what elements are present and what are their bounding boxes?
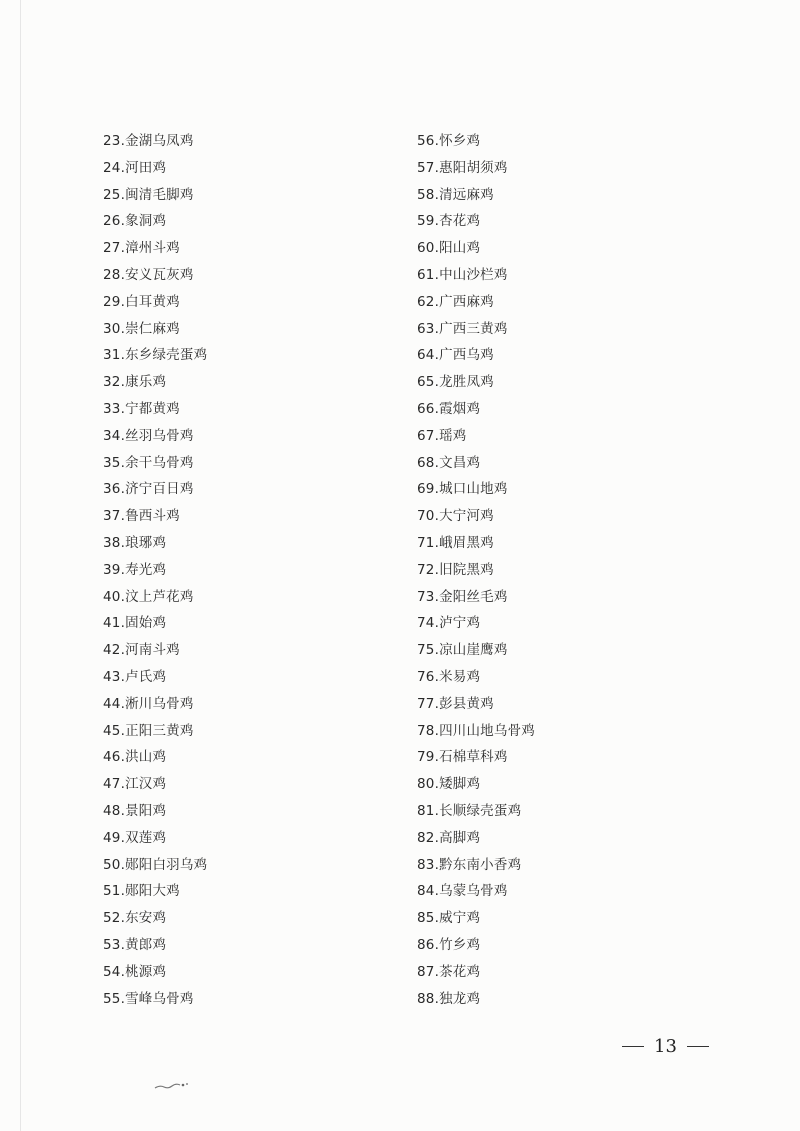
list-item: 52.东安鸡 bbox=[103, 910, 167, 927]
list-item: 25.闽清毛脚鸡 bbox=[103, 186, 194, 203]
list-item: 51.郧阳大鸡 bbox=[103, 883, 180, 900]
list-item: 46.洪山鸡 bbox=[103, 749, 167, 766]
list-item: 44.淅川乌骨鸡 bbox=[103, 695, 194, 712]
list-item: 86.竹乡鸡 bbox=[417, 936, 481, 953]
list-item: 87.茶花鸡 bbox=[417, 963, 481, 980]
list-item: 35.余干乌骨鸡 bbox=[103, 454, 194, 471]
list-item: 31.东乡绿壳蛋鸡 bbox=[103, 347, 208, 364]
list-item: 82.高脚鸡 bbox=[417, 829, 481, 846]
list-item: 85.威宁鸡 bbox=[417, 910, 481, 927]
list-item: 42.河南斗鸡 bbox=[103, 642, 180, 659]
list-item: 59.杏花鸡 bbox=[417, 213, 481, 230]
list-item: 40.汶上芦花鸡 bbox=[103, 588, 194, 605]
breed-list-left bbox=[103, 128, 207, 1012]
list-item: 32.康乐鸡 bbox=[103, 374, 167, 391]
list-item: 36.济宁百日鸡 bbox=[103, 481, 194, 498]
list-item: 30.崇仁麻鸡 bbox=[103, 320, 180, 337]
list-item: 64.广西乌鸡 bbox=[417, 347, 494, 364]
list-item: 70.大宁河鸡 bbox=[417, 508, 494, 525]
list-item: 77.彭县黄鸡 bbox=[417, 695, 494, 712]
list-item: 43.卢氏鸡 bbox=[103, 668, 167, 685]
page-number bbox=[622, 1036, 709, 1057]
list-item: 75.凉山崖鹰鸡 bbox=[417, 642, 508, 659]
list-item: 53.黄郎鸡 bbox=[103, 936, 167, 953]
list-item: 79.石棉草科鸡 bbox=[417, 749, 508, 766]
list-item: 78.四川山地乌骨鸡 bbox=[417, 722, 535, 739]
dash-right bbox=[687, 1046, 709, 1048]
list-item: 50.郧阳白羽乌鸡 bbox=[103, 856, 208, 873]
page-edge-line bbox=[20, 0, 21, 1131]
list-item: 81.长顺绿壳蛋鸡 bbox=[417, 802, 522, 819]
list-item: 66.霞烟鸡 bbox=[417, 400, 481, 417]
list-item: 80.矮脚鸡 bbox=[417, 776, 481, 793]
list-item: 88.独龙鸡 bbox=[417, 990, 481, 1007]
list-item: 55.雪峰乌骨鸡 bbox=[103, 990, 194, 1007]
list-item: 73.金阳丝毛鸡 bbox=[417, 588, 508, 605]
list-item: 39.寿光鸡 bbox=[103, 561, 167, 578]
list-item: 27.漳州斗鸡 bbox=[103, 240, 180, 257]
list-item: 65.龙胜凤鸡 bbox=[417, 374, 494, 391]
list-item: 76.米易鸡 bbox=[417, 668, 481, 685]
list-item: 56.怀乡鸡 bbox=[417, 133, 481, 149]
list-item: 63.广西三黄鸡 bbox=[417, 320, 508, 337]
list-item: 29.白耳黄鸡 bbox=[103, 293, 180, 310]
list-item: 84.乌蒙乌骨鸡 bbox=[417, 883, 508, 900]
list-item: 41.固始鸡 bbox=[103, 615, 167, 632]
list-item: 69.城口山地鸡 bbox=[417, 481, 508, 498]
list-item: 71.峨眉黑鸡 bbox=[417, 534, 494, 551]
breed-list-right bbox=[417, 128, 535, 1012]
list-item: 24.河田鸡 bbox=[103, 159, 167, 176]
list-item: 26.象洞鸡 bbox=[103, 213, 167, 230]
list-item: 34.丝羽乌骨鸡 bbox=[103, 427, 194, 444]
list-item: 54.桃源鸡 bbox=[103, 963, 167, 980]
dash-left bbox=[622, 1046, 644, 1048]
list-item: 38.琅琊鸡 bbox=[103, 534, 167, 551]
list-item: 33.宁都黄鸡 bbox=[103, 400, 180, 417]
list-item: 61.中山沙栏鸡 bbox=[417, 266, 508, 283]
scan-smudge bbox=[154, 1081, 190, 1091]
list-item: 62.广西麻鸡 bbox=[417, 293, 494, 310]
list-item: 28.安义瓦灰鸡 bbox=[103, 266, 194, 283]
list-item: 67.瑶鸡 bbox=[417, 427, 467, 444]
list-item: 58.清远麻鸡 bbox=[417, 186, 494, 203]
page-number-text: 13 bbox=[654, 1036, 677, 1057]
list-item: 45.正阳三黄鸡 bbox=[103, 722, 194, 739]
list-item: 23.金湖乌凤鸡 bbox=[103, 133, 194, 149]
list-item: 57.惠阳胡须鸡 bbox=[417, 159, 508, 176]
list-item: 60.阳山鸡 bbox=[417, 240, 481, 257]
list-item: 49.双莲鸡 bbox=[103, 829, 167, 846]
list-item: 83.黔东南小香鸡 bbox=[417, 856, 522, 873]
list-item: 37.鲁西斗鸡 bbox=[103, 508, 180, 525]
list-item: 47.江汉鸡 bbox=[103, 776, 167, 793]
list-item: 74.泸宁鸡 bbox=[417, 615, 481, 632]
list-item: 72.旧院黑鸡 bbox=[417, 561, 494, 578]
list-item: 48.景阳鸡 bbox=[103, 802, 167, 819]
list-item: 68.文昌鸡 bbox=[417, 454, 481, 471]
